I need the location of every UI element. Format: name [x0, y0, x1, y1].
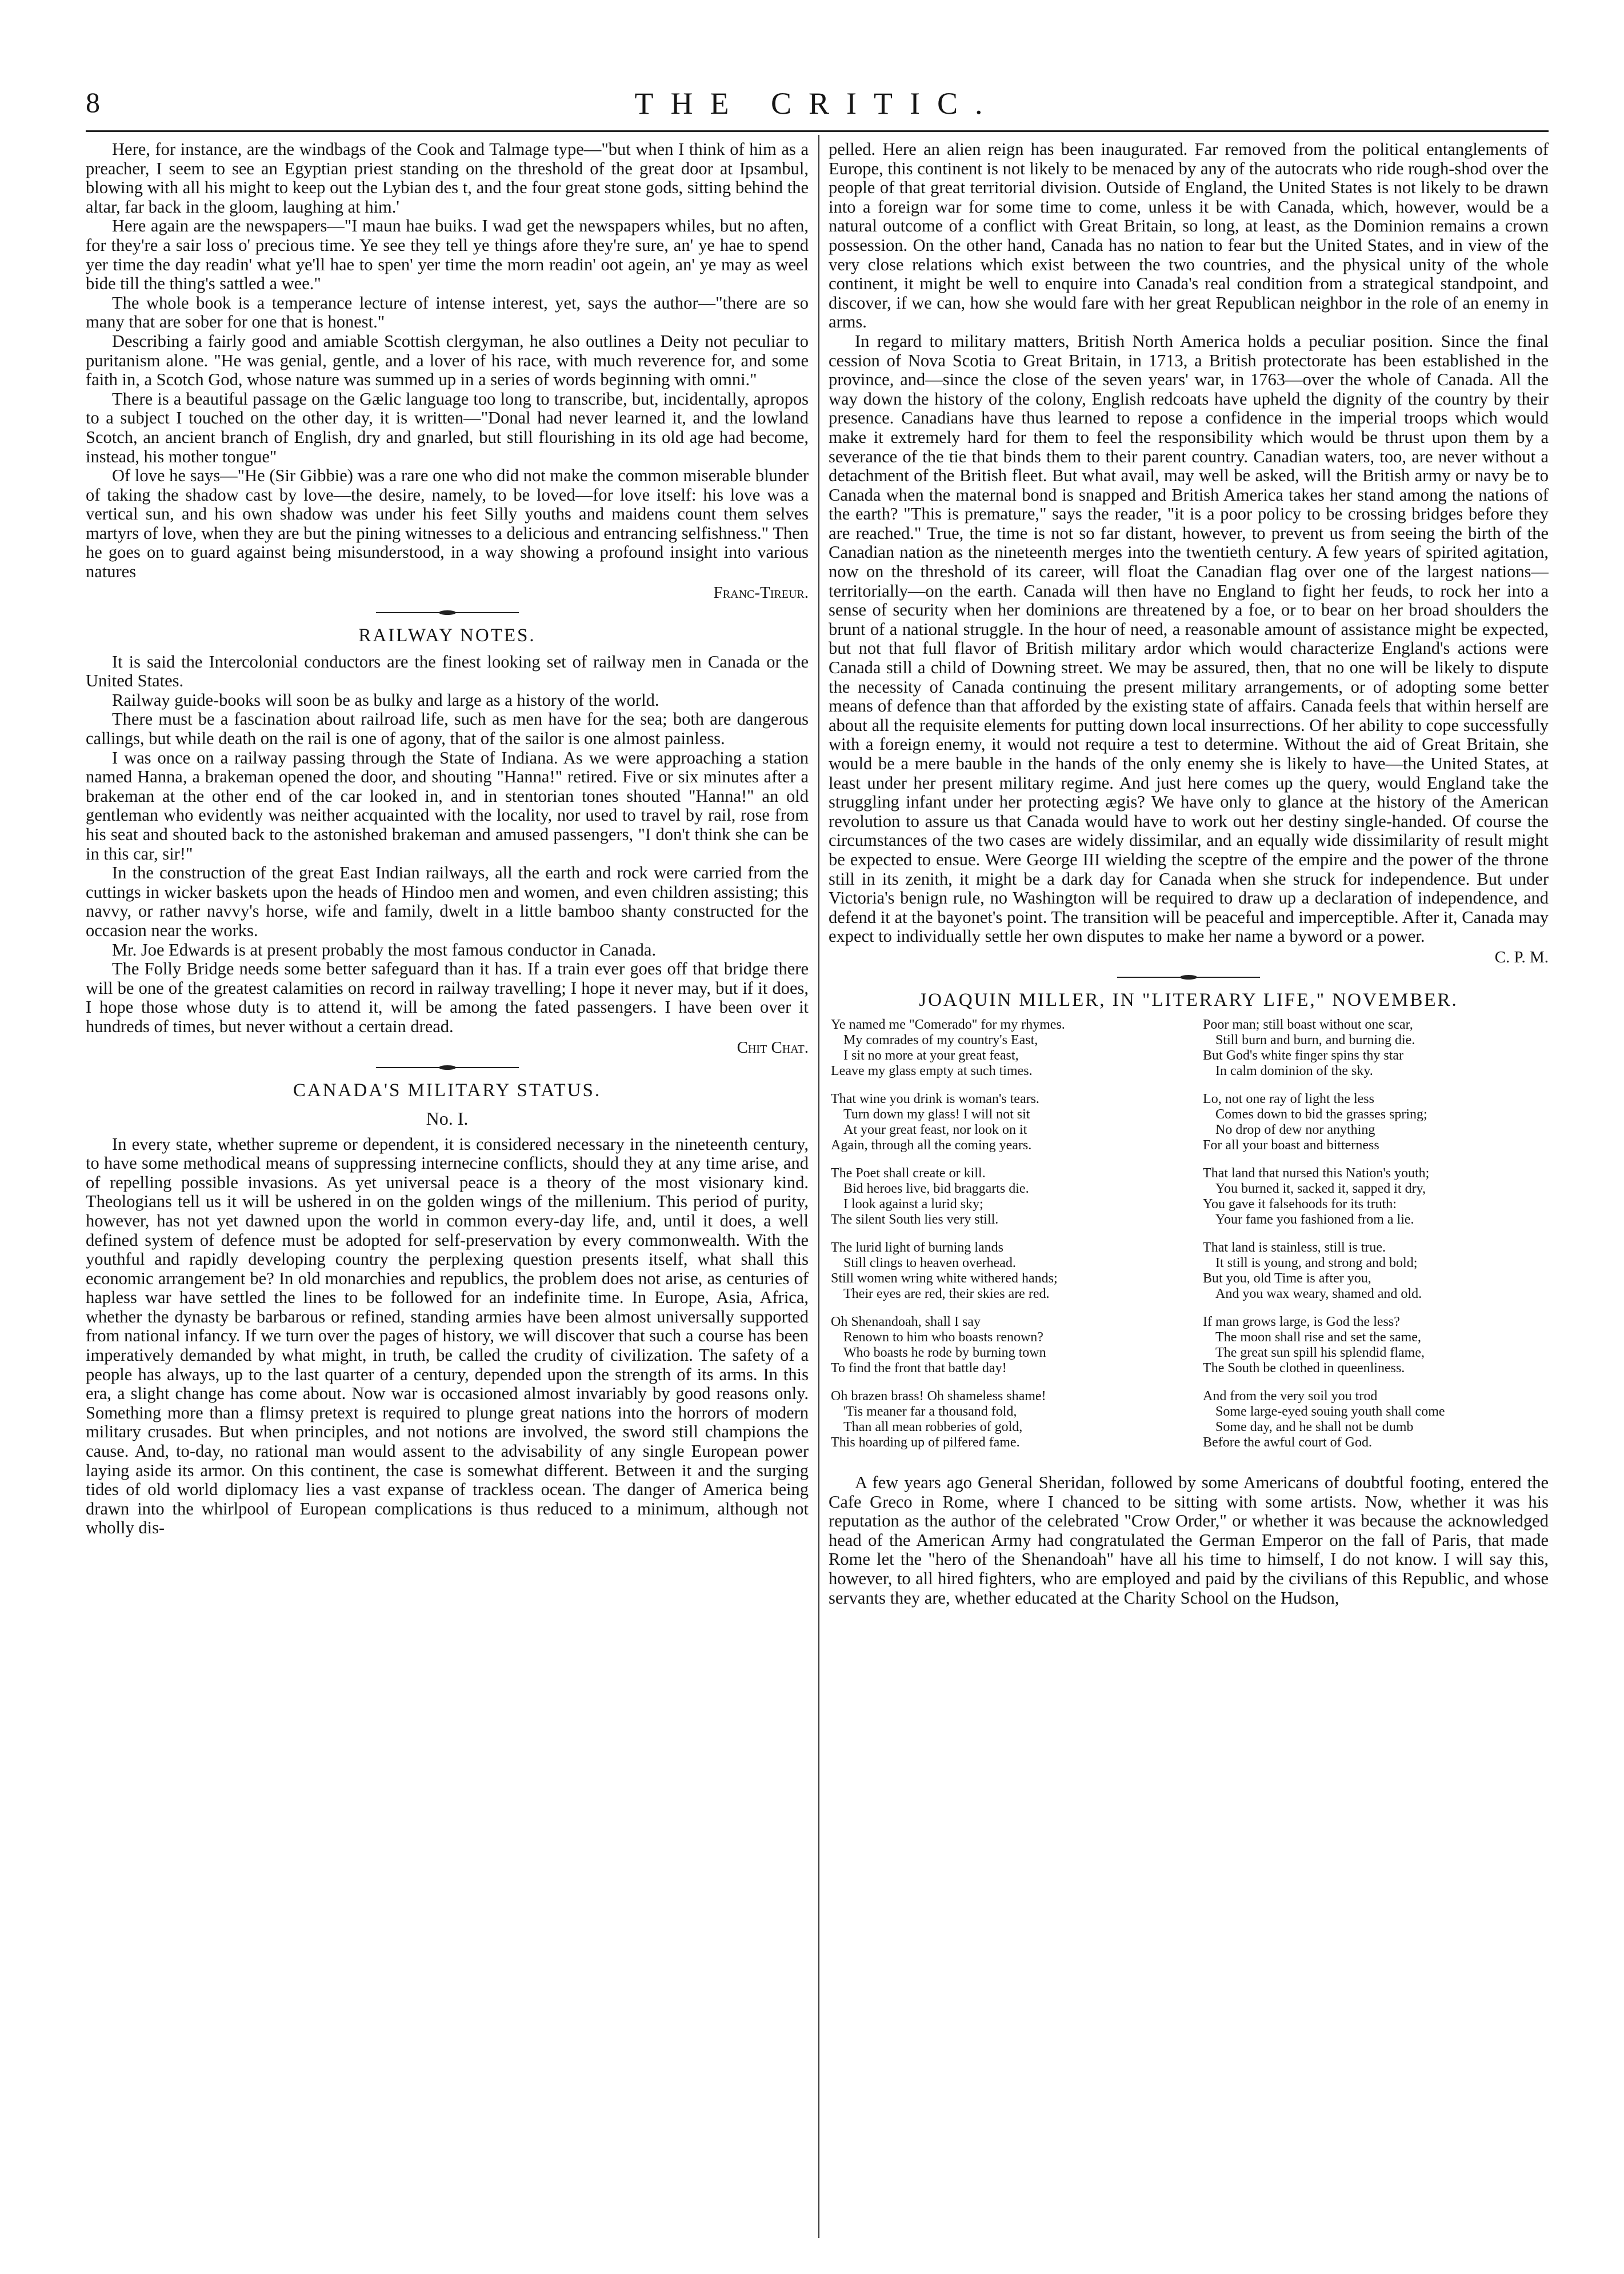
column-divider: [818, 135, 819, 2238]
poem-line: Comes down to bid the grasses spring;: [1215, 1106, 1427, 1122]
poem-line: And you wax weary, shamed and old.: [1215, 1286, 1422, 1301]
article-subheading: No. I.: [426, 1108, 469, 1129]
paragraph: Here, for instance, are the windbags of the Cook and Talmage type—"but when I think of him as a preacher, I seem to see an Egyptian priest standing on the threshold of the great door at Ipsambul, blowing with all his might to keep out the Lybian des t, and the four great stone gods, sitting behind the altar, far back in the gloom, laughing at him.': [86, 140, 809, 217]
paragraph: There is a beautiful passage on the Gælic language too long to transcribe, but, incidentally, apropos to a subject I touched on the other day, it is written—"Donal had never learned it, and the lowland Scotch, an ancient branch of English, dry and gnarled, but still flourishing in its old age had become, instead, his mother tongue": [86, 389, 809, 466]
paragraph: Here again are the newspapers—"I maun hae buiks. I wad get the newspapers whiles, but no aften, for they're a sair loss o' precious time. Ye see they tell ye things afore they're sure, an' ye hae to spend yer time the day readin' what ye'll hae to spen' yer time the morn readin' oot agein, an' ye may as weel bide till the thing's sattled a wee.": [86, 216, 809, 294]
poem-line: The South be clothed in queenliness.: [1203, 1360, 1405, 1376]
poem-line: The moon shall rise and set the same,: [1215, 1329, 1421, 1345]
poem-line: Ye named me "Comerado" for my rhymes.: [831, 1017, 1065, 1032]
stanza: [831, 1314, 1174, 1376]
poem-line: That land that nursed this Nation's youth;: [1203, 1165, 1430, 1181]
paragraph: The whole book is a temperance lecture of intense interest, yet, says the author—"there are so many that are sober for one that is honest.": [86, 293, 809, 332]
poem-line: Still women wring white withered hands;: [831, 1270, 1058, 1286]
joaquin-miller-article: [829, 989, 1549, 1608]
stanza: [831, 1017, 1174, 1079]
right-column: [829, 140, 1549, 2249]
poem-line: You burned it, sacked it, sapped it dry,: [1215, 1181, 1426, 1196]
poem-line: If man grows large, is God the less?: [1203, 1314, 1400, 1329]
railway-notes-article: [86, 624, 809, 1057]
left-column: [86, 140, 809, 2249]
poem-line: That wine you drink is woman's tears.: [831, 1091, 1039, 1106]
poem-line: For all your boast and bitterness: [1203, 1137, 1379, 1153]
signature: Franc-Tireur.: [713, 583, 809, 602]
stanza: [1203, 1166, 1546, 1228]
poem-line: I sit no more at your great feast,: [843, 1048, 1019, 1063]
poem-line: Turn down my glass! I will not sit: [843, 1106, 1030, 1122]
poem-line: Than all mean robberies of gold,: [843, 1419, 1023, 1434]
section-divider: [376, 610, 519, 615]
poem-line: Still clings to heaven overhead.: [843, 1255, 1016, 1270]
paragraph: It is said the Intercolonial conductors are the finest looking set of railway men in Canada or the United States.: [86, 652, 809, 691]
stanza: [1203, 1240, 1546, 1302]
page-number: 8: [86, 86, 100, 118]
poem-line: Some large-eyed souing youth shall come: [1215, 1404, 1445, 1419]
stanza: [831, 1092, 1174, 1153]
header-rule: [86, 130, 1549, 132]
stanza: [831, 1166, 1174, 1228]
masthead: THE CRITIC.: [634, 86, 1000, 121]
article-heading: RAILWAY NOTES.: [358, 625, 536, 646]
poem-line: This hoarding up of pilfered fame.: [831, 1434, 1020, 1450]
poem-line: Still burn and burn, and burning die.: [1215, 1032, 1415, 1048]
poem-line: Your fame you fashioned from a lie.: [1215, 1212, 1414, 1227]
stanza: [831, 1240, 1174, 1302]
stanza: [831, 1389, 1174, 1450]
poem-line: Their eyes are red, their skies are red.: [843, 1286, 1050, 1301]
poem-line: Who boasts he rode by burning town: [843, 1345, 1046, 1360]
poem-line: Oh Shenandoah, shall I say: [831, 1314, 981, 1329]
poem-line: Oh brazen brass! Oh shameless shame!: [831, 1388, 1046, 1404]
poem-line: To find the front that battle day!: [831, 1360, 1007, 1376]
poem-line: The Poet shall create or kill.: [831, 1165, 986, 1181]
poem: [831, 1017, 1546, 1463]
poem-line: Some day, and he shall not be dumb: [1215, 1419, 1414, 1434]
poem-line: That land is stainless, still is true.: [1203, 1240, 1386, 1255]
poem-line: Again, through all the coming years.: [831, 1137, 1032, 1153]
article-heading: CANADA'S MILITARY STATUS.: [293, 1080, 602, 1101]
stanza: [1203, 1092, 1546, 1153]
intro-article: [86, 140, 809, 602]
article-heading: JOAQUIN MILLER, IN "LITERARY LIFE," NOVEMBER.: [919, 989, 1458, 1010]
poem-line: Lo, not one ray of light the less: [1203, 1091, 1374, 1106]
paragraph: Of love he says—"He (Sir Gibbie) was a rare one who did not make the common miserable blunder of taking the shadow cast by love—the desire, namely, to be loved—for love itself: his love was a vertical sun, and his own shadow was under his feet Silly youths and maidens count them selves martyrs of love, when they are but the pining witnesses to a delicious and entrancing selfishness." Then he goes on to guard against being misunderstood, in a way showing a profound insight into various natures: [86, 466, 809, 582]
poem-line: The silent South lies very still.: [831, 1212, 999, 1227]
poem-line: Poor man; still boast without one scar,: [1203, 1017, 1413, 1032]
poem-line: Renown to him who boasts renown?: [843, 1329, 1043, 1345]
paragraph: pelled. Here an alien reign has been inaugurated. Far removed from the political entanglements of Europe, this continent is not likely to be menaced by any of the autocrats who ride rough-shod over the people of that great territorial division. Outside of England, the United States is not likely to be drawn into a foreign war for some time to come, unless it be with Canada, which, however, would be a natural outcome of a conflict with Great Britain, so long, at least, as the Dominion remains a crown possession. On the other hand, Canada has no nation to fear but the United States, and in view of the very close relations which exist between the two countries, and the physical unity of the whole continent, it might be well to enquire into Canada's real condition from a strategical standpoint, and discover, if we can, how she would fare with her great Republican neighbor in the role of an enemy in arms.: [829, 140, 1549, 332]
poem-line: My comrades of my country's East,: [843, 1032, 1038, 1048]
poem-line: You gave it falsehoods for its truth:: [1203, 1196, 1397, 1212]
poem-line: At your great feast, nor look on it: [843, 1122, 1027, 1137]
stanza: [1203, 1314, 1546, 1376]
section-divider: [376, 1065, 519, 1070]
paragraph: In the construction of the great East Indian railways, all the earth and rock were carried from the cuttings in wicker baskets upon the heads of Hindoo men and women, and even children assisting; this navvy, or rather navvy's horse, wife and family, dwelt in a little bamboo shanty constructed for the occasion near the works.: [86, 863, 809, 940]
poem-line: The great sun spill his splendid flame,: [1215, 1345, 1425, 1360]
paragraph: A few years ago General Sheridan, followed by some Americans of doubtful footing, entered the Cafe Greco in Rome, where I chanced to be sitting with some artists. Now, whether it was his reputation as the author of the celebrated "Crow Order," or whether it was because the acknowledged head of the American Army had congratulated the German Emperor on the fall of Paris, that made Rome let the "hero of the Shenandoah" have all his time to himself, I do not know. I will say this, however, to all hired fighters, who are employed and paid by the civilians of this Republic, and whose servants they are, whether educated at the Charity School on the Hudson,: [829, 1472, 1549, 1608]
poem-line: The lurid light of burning lands: [831, 1240, 1003, 1255]
poem-line: I look against a lurid sky;: [843, 1196, 983, 1212]
paragraph: Mr. Joe Edwards is at present probably the most famous conductor in Canada.: [112, 940, 657, 960]
poem-line: But you, old Time is after you,: [1203, 1270, 1371, 1286]
signature: Chit Chat.: [737, 1038, 809, 1057]
poem-column-left: [831, 1017, 1174, 1463]
poem-line: 'Tis meaner far a thousand fold,: [843, 1404, 1017, 1419]
poem-line: No drop of dew nor anything: [1215, 1122, 1375, 1137]
poem-line: In calm dominion of the sky.: [1215, 1063, 1373, 1078]
paragraph: Describing a fairly good and amiable Scottish clergyman, he also outlines a Deity not peculiar to puritanism alone. "He was genial, gentle, and a lover of his race, with much reverence for, and some faith in, a Scotch God, whose nature was summed up in a series of words beginning with omni.": [86, 331, 809, 390]
military-status-article: [86, 1079, 809, 1538]
stanza: [1203, 1017, 1546, 1079]
paragraph: In every state, whether supreme or dependent, it is considered necessary in the nineteenth century, to have some methodical means of suppressing internecine conflicts, should they at any time arise, and of repelling possible invasions. As yet universal peace is a theory of the most visionary kind. Theologians tell us it will be ushered in on the golden wings of the millenium. This period of purity, however, has not yet dawned upon the world in common every-day life, and, until it does, a well defined system of defence must be adopted for self-preservation by every commonwealth. With the youthful and rapidly developing country the perplexing question presents itself, what shall this economic arrangement be? In old monarchies and republics, the problem does not arise, as centuries of hapless war have settled the lines to be followed for an indefinite time. In Europe, Asia, Africa, whether the dynasty be barbarous or refined, standing armies have been almost universally supported from national infancy. If we turn over the pages of history, we will discover that such a course has been imperatively demanded by what might, in truth, be called the crudity of civilization. The safety of a people has always, up to the last quarter of a century, depended upon the strength of its arms. In this era, a slight change has come about. Now war is occasioned almost invariably by good reasons only. Something more than a flimsy pretext is required to plunge great nations into the horrors of modern military crusades. But when principles, and not notions are involved, the sword still champions the cause. And, to-day, no rational man would assent to the advisability of any single European power laying aside its armor. On this continent, the case is somewhat different. Between it and the surging tides of old world diplomacy lies a vast expanse of trackless ocean. The danger of America being drawn into the whirlpool of European complications is thus reduced to a minimum, although not wholly dis-: [86, 1134, 809, 1538]
poem-line: But God's white finger spins thy star: [1203, 1048, 1404, 1063]
paragraph: Railway guide-books will soon be as bulky and large as a history of the world.: [112, 690, 659, 710]
poem-column-right: [1203, 1017, 1546, 1463]
poem-line: Leave my glass empty at such times.: [831, 1063, 1033, 1078]
paragraph: There must be a fascination about railroad life, such as men have for the sea; both are dangerous callings, but while death on the rail is one of agony, that of the sailor is one almost painless.: [86, 709, 809, 749]
paragraph: In regard to military matters, British North America holds a peculiar position. Since the final cession of Nova Scotia to Great Britain, in 1713, a British protectorate has been established in the province, and—since the close of the seven years' war, in 1763—over the whole of Canada. All the way down the history of the colony, English redcoats have upheld the dignity of the country by their presence. Canadians have thus learned to repose a confidence in the imperial troops which would make it extremely hard for them to feel the responsibility which would be thrust upon them by a severance of the tie that binds them to their parent country. Canadian waters, too, are never without a detachment of the British fleet. But what avail, may well be asked, will the British army or navy be to Canada when the maternal bond is snapped and British America takes her stand among the nations of the earth? "This is premature," says the reader, "it is a poor policy to be crossing bridges before they are reached." True, the time is not so far distant, however, to prevent us from seeing the birth of the Canadian nation as the nineteenth merges into the twentieth century. A few years of spirited agitation, now on the threshold of its career, will float the Canadian flag over one of the largest nations—territorially—on the earth. Canada will then have no England to fight her feuds, to rock her into a sense of security when her dominions are threatened by a foe, or to bear on her broad shoulders the brunt of a national struggle. In the hour of need, a reasonable amount of assistance might be expected, but not that full flavor of British military ardor which would characterize England's actions were Canada still a child of Downing street. We may be assured, then, that no one will be likely to dispute the necessity of Canada continuing the present military arrangements, or of adopting some better means of defence than that afforded by the existing state of affairs. Canada feels that within herself are about all the requisite elements for putting down local insurrections. Of her ability to cope successfully with a foreign enemy, it would not require a test to determine. Without the aid of Great Britain, she would be a mere bauble in the hands of the only enemy she is likely to have—the United States, at least under her present military regime. And just here comes up the query, would England take the struggling infant under her protecting ægis? We have only to glance at the history of the American revolution to assure us that Canada would have to work out her destiny single-handed. Of course the circumstances of the two cases are widely dissimilar, and an equally wide dissimilarity of result might be expected to ensue. Were George III wielding the sceptre of the empire and the power of the throne still in its zenith, it might be a dark day for Canada when she struck for independence. But under Victoria's benign rule, no Washington will be required to draw up a declaration of independence, and defend it at the bayonet's point. The transition will be peaceful and imperceptible. After it, Canada may expect to individually settle her own disputes to make her name a byword or a power.: [829, 331, 1549, 946]
paragraph: I was once on a railway passing through the State of Indiana. As we were approaching a station named Hanna, a brakeman opened the door, and shouting "Hanna!" retired. Five or six minutes after a brakeman at the other end of the car looked in, and in stentorian tones shouted "Hanna!" an old gentleman who evidently was neither acquainted with the locality, nor used to travel by rail, rose from his seat and shouted back to the astonished brakeman and amused passengers, "I don't think she can be in this car, sir!": [86, 748, 809, 864]
section-divider: [1117, 975, 1260, 980]
paragraph: The Folly Bridge needs some better safeguard than it has. If a train ever goes off that bridge there will be one of the greatest calamities on record in railway travelling; I hope it never may, but if it does, I hope those whose duty is to attend it, will be among the fated passengers. I have been over it hundreds of times, but never without a certain dread.: [86, 959, 809, 1036]
poem-line: And from the very soil you trod: [1203, 1388, 1378, 1404]
poem-line: Bid heroes live, bid braggarts die.: [843, 1181, 1029, 1196]
stanza: [1203, 1389, 1546, 1450]
military-status-continued: [829, 140, 1549, 967]
poem-line: It still is young, and strong and bold;: [1215, 1255, 1418, 1270]
poem-line: Before the awful court of God.: [1203, 1434, 1372, 1450]
signature: C. P. M.: [1494, 948, 1549, 966]
page-header: [86, 86, 1549, 126]
